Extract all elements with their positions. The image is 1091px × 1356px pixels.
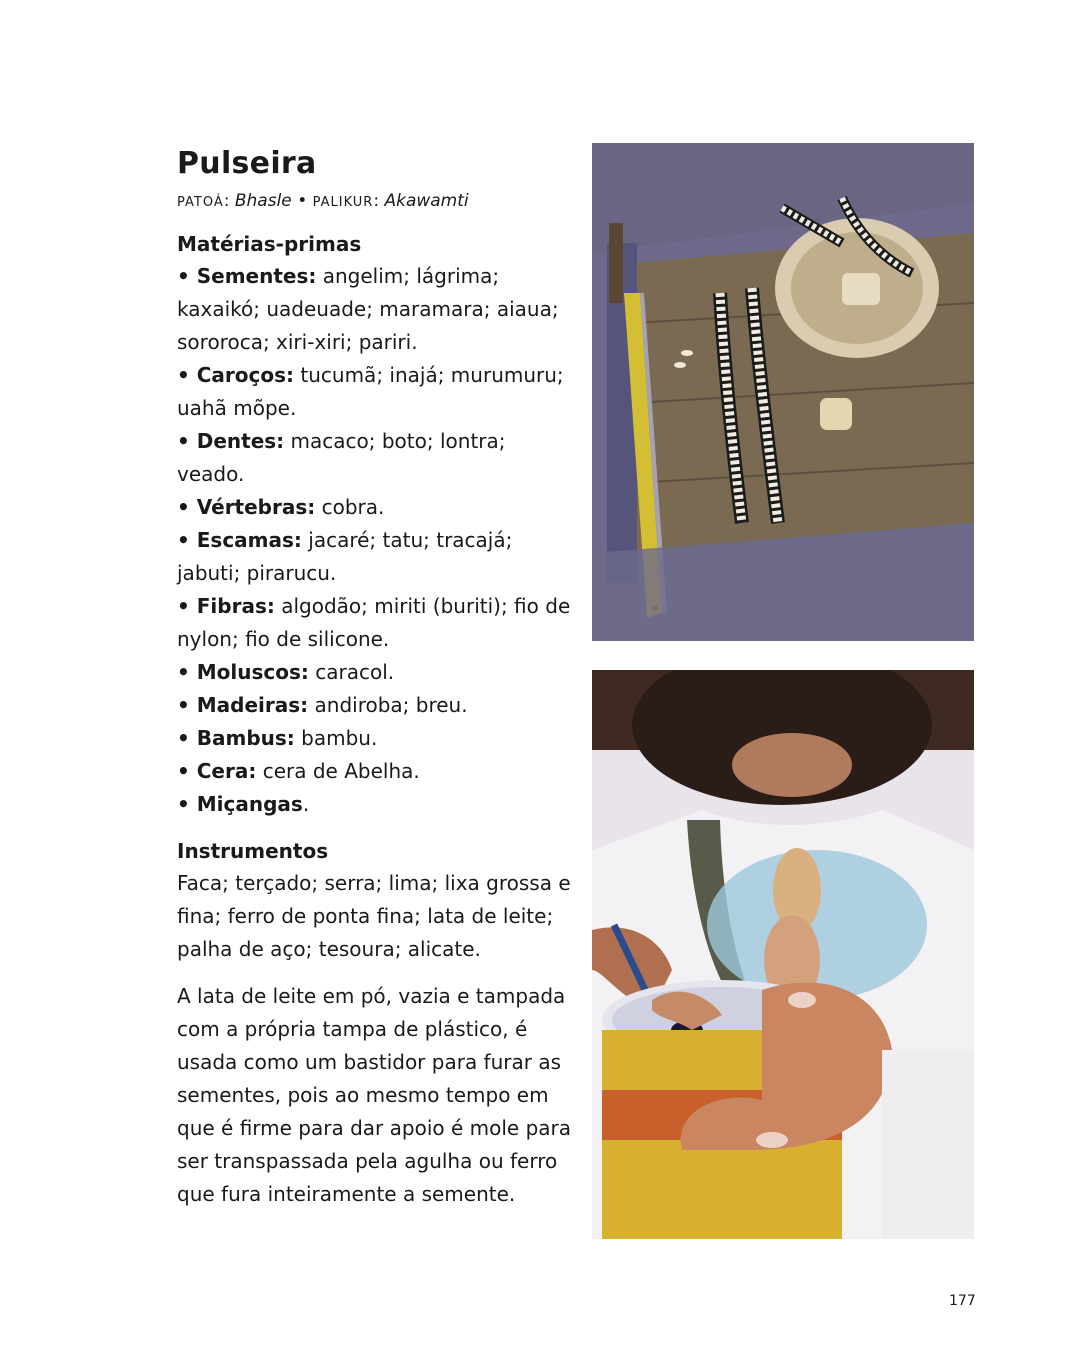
list-item-text: cera de Abelha. [256,759,420,783]
list-item-label: • Dentes: [177,429,285,453]
list-item-text: algodão; miriti (buriti); fio de nylon; fio de silicone. [177,594,571,651]
list-item [177,788,577,821]
list-item-text: tucumã; inajá; murumuru; uahã mõpe. [177,363,564,420]
photo-bracelets-image [592,143,974,641]
name-separator: • [297,191,308,211]
list-item-label: • Sementes: [177,264,317,288]
list-item-text: macaco; boto; lontra; veado. [177,429,506,486]
page-number: 177 [949,1293,976,1309]
body-paragraph: A lata de leite em pó, vazia e tampada com a própria tampa de plástico, é usada como um bastidor para furar as sementes, pois ao mesmo tempo em que é firme para dar apoio é mole para ser transpassada pela agulha ou ferro que fura inteiramente a semente. [177,984,571,1206]
name-palikur: Akawamti [384,191,469,211]
list-item [177,755,577,788]
list-item-label: • Moluscos: [177,660,309,684]
list-item-text: bambu. [294,726,378,750]
list-item-text: jacaré; tatu; tracajá; jabuti; pirarucu. [177,528,513,585]
language-label-palikur: PALIKUR [312,195,374,210]
list-item-label: • Miçangas [177,792,303,816]
list-item [177,722,577,755]
list-item [177,359,577,425]
list-item-label: • Caroços: [177,363,295,387]
list-item-label: • Escamas: [177,528,302,552]
language-label-patoa: PATOÁ [177,195,224,210]
list-item [177,260,577,359]
instruments-heading: Instrumentos [177,839,329,863]
list-item-text: andiroba; breu. [308,693,468,717]
list-item-text: caracol. [308,660,395,684]
list-item-text: cobra. [315,495,385,519]
list-item [177,524,577,590]
page-title: Pulseira [177,146,317,181]
local-names: PATOÁ: Bhasle • PALIKUR: Akawamti [177,191,469,211]
materials-heading: Matérias-primas [177,232,362,256]
list-item [177,689,577,722]
list-item [177,491,577,524]
list-item-text: angelim; lágrima; kaxaikó; uadeuade; maramara; aiaua; sororoca; xiri-xiri; pariri. [177,264,559,354]
list-item [177,425,577,491]
list-item-label: • Fibras: [177,594,275,618]
list-item-label: • Bambus: [177,726,295,750]
materials-list [177,260,577,821]
photo-piercing-seeds-image [592,670,974,1239]
photo-bracelets-on-table [592,143,974,641]
text-column [177,144,577,1211]
list-item-label: • Madeiras: [177,693,309,717]
list-item-label: • Vértebras: [177,495,316,519]
list-item-label: • Cera: [177,759,257,783]
list-item-text: . [302,792,310,816]
name-patoa: Bhasle [234,191,292,211]
list-item [177,656,577,689]
photo-piercing-seeds [592,670,974,1239]
list-item [177,590,577,656]
instruments-text: Faca; terçado; serra; lima; lixa grossa e fina; ferro de ponta fina; lata de leite; palha de aço; tesoura; alicate. [177,871,571,961]
